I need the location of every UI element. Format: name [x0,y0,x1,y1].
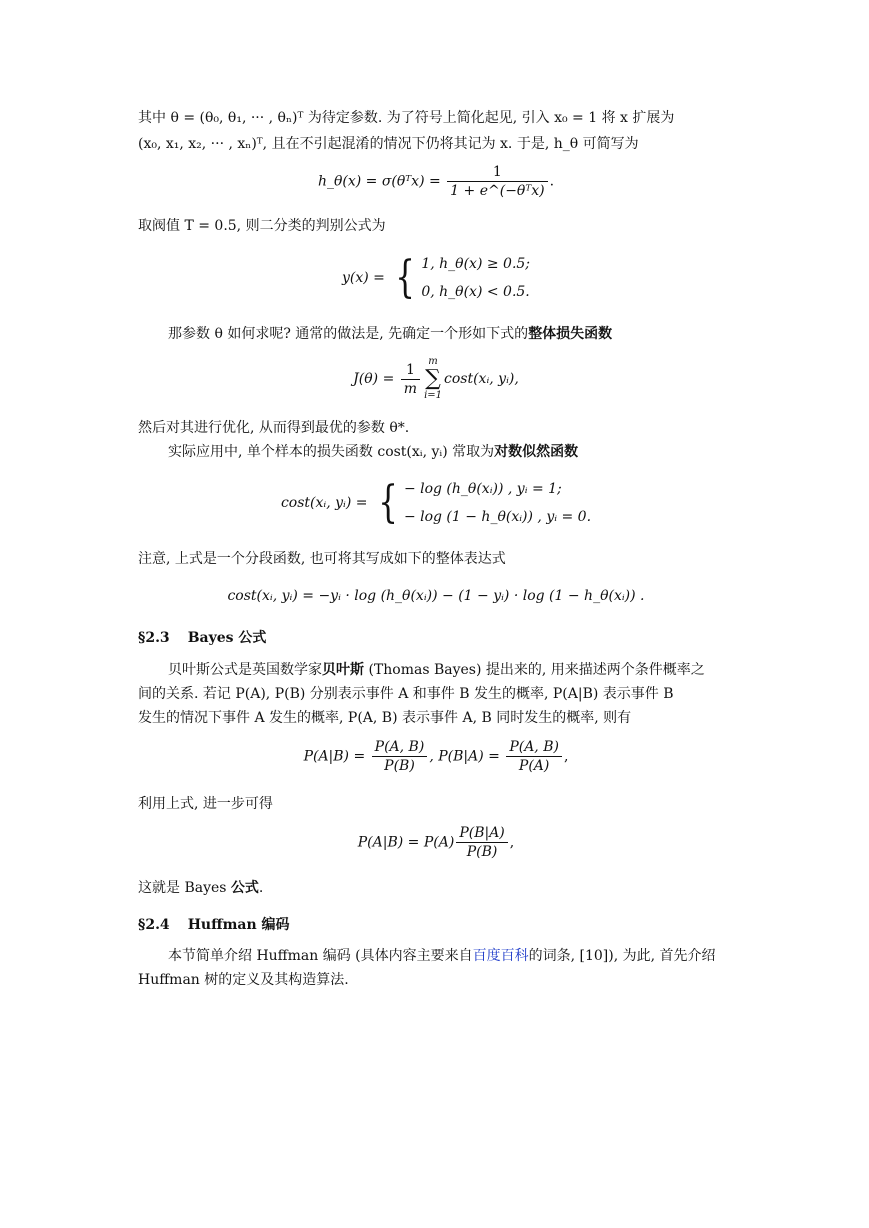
text-span: 贝叶斯公式是英国数学家 [168,662,322,678]
section-heading [138,627,266,647]
paragraph-line [138,878,734,898]
eq-lhs: P(A|B) = P(A) [357,834,455,851]
eq-tail: . [549,173,555,190]
text-span: . [258,880,264,896]
paragraph-line [168,660,734,680]
eq-numerator: 1 [401,361,420,380]
paragraph-line: 其中 θ = (θ₀, θ₁, ··· , θₙ)ᵀ 为待定参数. 为了符号上简化起见, 引入 x₀ = 1 将 x 扩展为 [138,110,675,126]
text-span: 实际应用中, 单个样本的损失函数 cost(xᵢ, yᵢ) 常取为 [168,444,495,460]
section-title: Huffman 编码 [187,917,290,933]
summation [424,356,442,402]
section-title: Bayes 公式 [187,630,267,646]
eq-tail: , [563,748,569,765]
cases-block [389,250,530,306]
case-line: − log (h_θ(xᵢ)) , yᵢ = 1; [403,481,562,497]
eq-lhs: cost(xᵢ, yᵢ) = [280,495,368,511]
eq-denominator: P(B) [384,758,415,774]
cases-block [372,475,591,531]
text-span: 本节简单介绍 Huffman 编码 (具体内容主要来自 [168,948,473,964]
eq-numerator: P(A, B) [372,738,428,757]
paragraph-line [168,442,734,462]
eq-rhs: cost(xᵢ, yᵢ), [444,371,519,387]
eq-fraction [456,824,507,861]
eq-fraction [506,738,562,775]
sum-lower: i=1 [424,390,443,401]
paragraph-line: 间的关系. 若记 P(A), P(B) 分别表示事件 A 和事件 B 发生的概率, P(A|B) 表示事件 B [138,686,674,702]
eq-mid: , P(B|A) = [429,748,505,765]
section-number: §2.4 [138,917,170,933]
bold-term: 对数似然函数 [494,444,579,460]
sum-upper: m [428,356,438,367]
eq-numerator: P(A, B) [506,738,562,757]
equation-classifier [138,250,734,306]
paragraph-line: 利用上式, 进一步可得 [138,796,273,812]
paragraph-line [168,324,734,344]
text-span: 的词条, [10]), 为此, 首先介绍 [528,948,716,964]
paragraph-line: Huffman 树的定义及其构造算法. [138,972,349,988]
paragraph-line [168,946,734,966]
paragraph-line: 注意, 上式是一个分段函数, 也可将其写成如下的整体表达式 [138,551,506,567]
eq-denominator: 1 + e^(−θᵀx) [450,183,545,199]
equation-total-loss [138,356,734,402]
eq-fraction [372,738,428,775]
eq-denominator: P(A) [518,758,550,774]
paragraph-line: 取阀值 T = 0.5, 则二分类的判别公式为 [138,218,386,234]
eq-denominator: P(B) [466,844,498,860]
eq-fraction [447,163,547,200]
eq-numerator: P(B|A) [456,824,507,843]
case-lines [404,475,591,531]
paragraph-line: (x₀, x₁, x₂, ··· , xₙ)ᵀ, 且在不引起混淆的情况下仍将其记为 x. 于是, h_θ 可简写为 [138,136,639,152]
paragraph-line: 发生的情况下事件 A 发生的概率, P(A, B) 表示事件 A, B 同时发生的概率, 则有 [138,710,632,726]
left-brace-icon: { [395,252,416,303]
equation-logistic [138,163,734,200]
eq-lhs: y(x) = [341,270,385,286]
case-line: − log (1 − h_θ(xᵢ)) , yᵢ = 0. [403,509,592,525]
section-number: §2.3 [138,630,170,646]
eq-lhs: h_θ(x) = σ(θᵀx) = [317,173,446,190]
text-span: (Thomas Bayes) 提出来的, 用来描述两个条件概率之 [364,662,705,678]
case-line: 0, h_θ(x) < 0.5. [421,284,530,300]
section-heading [138,914,290,934]
bold-term: 公式 [230,880,259,896]
eq-denominator: m [403,380,418,397]
eq-lhs: J(θ) = [353,371,399,387]
paragraph-line: 然后对其进行优化, 从而得到最优的参数 θ*. [138,420,410,436]
eq-lhs: P(A|B) = [303,748,370,765]
eq-fraction [401,361,420,398]
case-lines [421,250,530,306]
equation-cost-full: cost(xᵢ, yᵢ) = −yᵢ · log (h_θ(xᵢ)) − (1 − yᵢ) · log (1 − h_θ(xᵢ)) . [227,588,645,604]
bold-term: 贝叶斯 [322,662,364,678]
eq-numerator: 1 [447,163,547,182]
text-span: 那参数 θ 如何求呢? 通常的做法是, 先确定一个形如下式的 [168,326,529,342]
equation-conditional [138,738,734,775]
eq-tail: , [509,834,515,851]
equation-cost-cases [138,475,734,531]
text-span: 这就是 Bayes [138,880,231,896]
sum-symbol: ∑ [425,366,441,391]
left-brace-icon: { [378,477,398,528]
bold-term: 整体损失函数 [528,326,613,342]
case-line: 1, h_θ(x) ≥ 0.5; [421,256,531,272]
baidu-baike-link[interactable]: 百度百科 [472,948,529,964]
equation-bayes [138,824,734,861]
